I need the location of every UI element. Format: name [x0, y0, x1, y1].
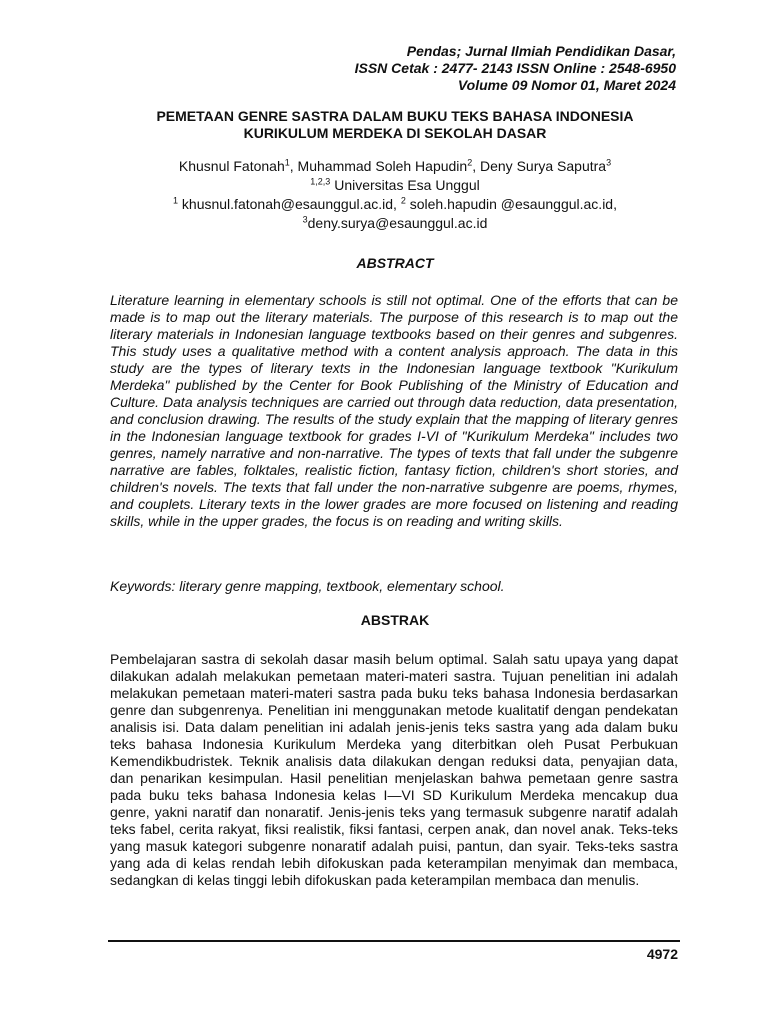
author-emails-line-1 — [80, 195, 710, 214]
author-email: soleh.hapudin @esaunggul.ac.id, — [409, 196, 617, 212]
abstrak-heading: ABSTRAK — [360, 612, 430, 628]
author-superscript: 1 — [284, 157, 290, 168]
author-emails-line-2 — [80, 214, 710, 233]
keywords: Keywords: literary genre mapping, textbook, elementary school. — [110, 578, 505, 594]
author-separator: , — [289, 158, 298, 174]
author-name: Khusnul Fatonah — [178, 158, 285, 174]
journal-volume: Volume 09 Nomor 01, Maret 2024 — [457, 77, 676, 93]
author-separator: , — [472, 158, 480, 174]
paper-title-line-1: PEMETAAN GENRE SASTRA DALAM BUKU TEKS BAHASA INDONESIA — [156, 108, 634, 124]
paper-title — [100, 108, 690, 142]
author-names — [80, 157, 710, 176]
paper-title-line-2: KURIKULUM MERDEKA DI SEKOLAH DASAR — [243, 125, 547, 141]
author-affiliation — [80, 176, 710, 195]
author-name: Deny Surya Saputra — [480, 158, 607, 174]
author-email: khusnul.fatonah@esaunggul.ac.id, — [181, 196, 397, 212]
journal-header — [355, 43, 676, 94]
author-email: deny.surya@esaunggul.ac.id — [307, 215, 488, 231]
abstrak-text: Pembelajaran sastra di sekolah dasar masih belum optimal. Salah satu upaya yang dapat dilakukan adalah melakukan pemetaan materi-materi sastra. Tujuan penelitian ini adalah melakukan pemetaan materi-materi sastra pada buku teks bahasa Indonesia berdasarkan genre dan subgenrenya. Penelitian ini menggunakan metode kualitatif dengan pendekatan analisis isi. Data dalam penelitian ini adalah jenis-jenis teks sastra yang ada dalam buku teks bahasa Indonesia Kurikulum Merdeka yang diterbitkan oleh Pusat Perbukuan Kemendikbudristek. Teknik analisis data dilakukan dengan reduksi data, penyajian data, dan penarikan kesimpulan. Hasil penelitian menjelaskan bahwa pemetaan genre sastra pada buku teks bahasa Indonesia kelas I—VI SD Kurikulum Merdeka mencakup dua genre, yakni naratif dan nonaratif. Jenis-jenis teks yang termasuk subgenre naratif adalah teks fabel, cerita rakyat, fiksi realistik, fiksi fantasi, cerpen anak, dan novel anak. Teks-teks yang masuk kategori subgenre nonaratif adalah puisi, pantun, dan syair. Teks-teks sastra yang ada di kelas rendah lebih difokuskan pada keterampilan menyimak dan membaca, sedangkan di kelas tinggi lebih difokuskan pada keterampilan membaca dan menulis. — [110, 651, 678, 888]
author-name: Muhammad Soleh Hapudin — [297, 158, 468, 174]
footer-divider — [108, 940, 680, 942]
author-superscript: 2 — [467, 157, 473, 168]
email-superscript: 3 — [302, 214, 308, 225]
journal-name: Pendas; Jurnal Ilmiah Pendidikan Dasar, — [406, 43, 676, 59]
author-block — [80, 157, 710, 233]
abstract-text: Literature learning in elementary schools is still not optimal. One of the efforts that can be made is to map out the literary materials. The purpose of this research is to map out the literary materials in Indonesian language textbooks based on their genres and subgenres. This study uses a qualitative method with a content analysis approach. The data in this study are the types of literary texts in the Indonesian language textbook "Kurikulum Merdeka" published by the Center for Book Publishing of the Ministry of Education and Culture. Data analysis techniques are carried out through data reduction, data presentation, and conclusion drawing. The results of the study explain that the mapping of literary genres in the Indonesian language textbook for grades I-VI of "Kurikulum Merdeka" includes two genres, namely narrative and non-narrative. The types of texts that fall under the subgenre narrative are fables, folktales, realistic fiction, fantasy fiction, children's short stories, and children's novels. The texts that fall under the non-narrative subgenre are poems, rhymes, and couplets. Literary texts in the lower grades are more focused on listening and reading skills, while in the upper grades, the focus is on reading and writing skills. — [110, 292, 678, 529]
author-superscript: 3 — [606, 157, 612, 168]
affiliation-name: Universitas Esa Unggul — [334, 177, 480, 193]
journal-issn: ISSN Cetak : 2477- 2143 ISSN Online : 2548-6950 — [354, 60, 676, 76]
email-superscript: 1 — [173, 195, 179, 206]
email-superscript: 2 — [400, 195, 406, 206]
abstract-heading: ABSTRACT — [356, 255, 434, 271]
affiliation-superscript: 1,2,3 — [310, 176, 331, 187]
page-number: 4972 — [646, 946, 678, 962]
